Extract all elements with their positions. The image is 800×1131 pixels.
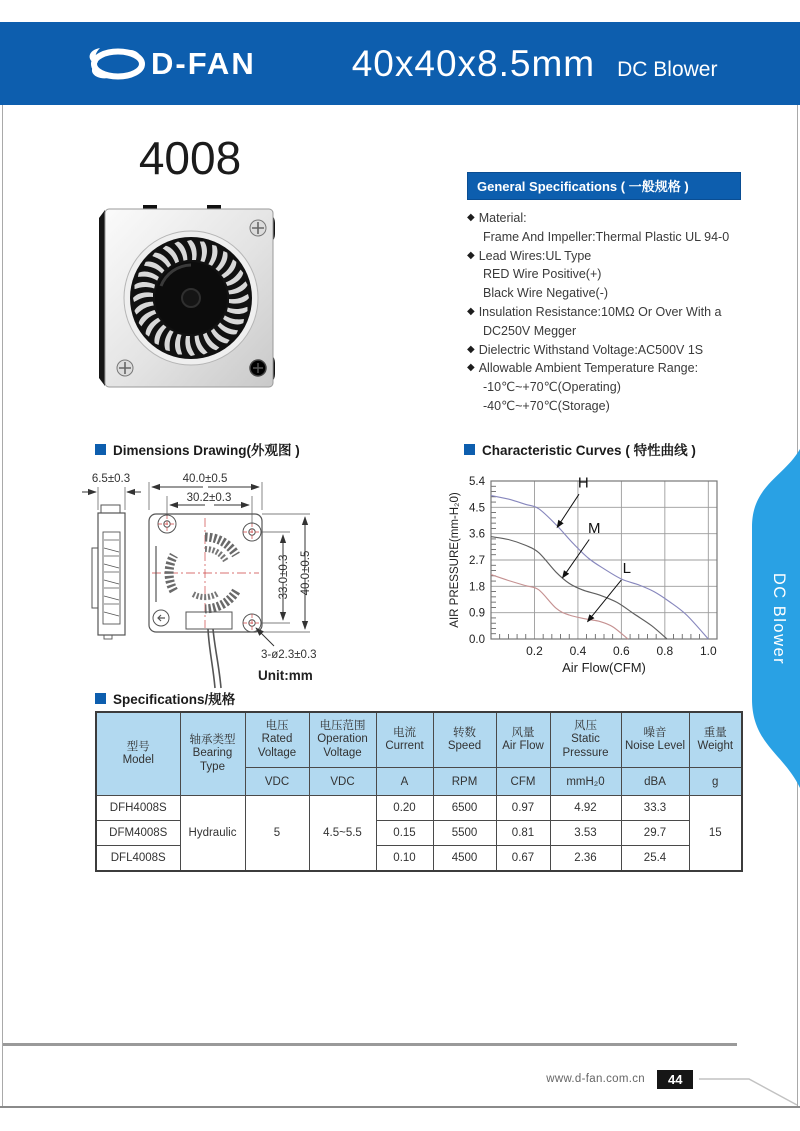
square-bullet-icon (464, 444, 475, 455)
page-border-left (2, 105, 3, 1107)
cell-pressure: 2.36 (550, 846, 621, 872)
model-title: 4008 (138, 132, 242, 184)
dimension-drawing (62, 460, 458, 694)
product-type-label: DC Blower (617, 57, 718, 81)
cell-noise: 33.3 (621, 796, 689, 821)
unit-pressure: mmH₂0 (550, 768, 621, 796)
svg-text:H: H (577, 474, 589, 492)
characteristic-curves-chart (447, 461, 749, 681)
svg-text:1.8: 1.8 (469, 581, 485, 594)
spec-line (467, 284, 741, 303)
general-specifications-section (467, 172, 741, 416)
unit-weight: g (689, 768, 742, 796)
general-specifications-title-bar: General Specifications ( 一般规格 ) (467, 172, 741, 200)
cell-pressure: 3.53 (550, 821, 621, 846)
dim-hole-pitch-h: 30.2±0.3 (186, 492, 232, 504)
cell-current: 0.20 (376, 796, 433, 821)
svg-text:L: L (622, 559, 631, 577)
brand-name: D-FAN (151, 45, 256, 81)
cell-speed: 6500 (433, 796, 496, 821)
unit-current: A (376, 768, 433, 796)
website-text: www.d-fan.com.cn (546, 1073, 645, 1085)
col-header-operation-voltage: 电压范围 Operation Voltage (309, 712, 376, 768)
dim-width: 40.0±0.5 (182, 473, 228, 485)
curves-section-header (464, 439, 696, 459)
spec-line (467, 247, 741, 266)
cell-model: DFH4008S (96, 796, 180, 821)
unit-speed: RPM (433, 768, 496, 796)
diamond-bullet-icon: ◆ (467, 212, 475, 223)
svg-text:0.6: 0.6 (613, 644, 630, 658)
col-header-bearing: 轴承类型 Bearing Type (180, 712, 245, 796)
svg-text:Air Flow(CFM): Air Flow(CFM) (562, 660, 646, 675)
cell-rated-voltage: 5 (245, 796, 309, 872)
diamond-bullet-icon: ◆ (467, 305, 475, 317)
header-bar (0, 22, 800, 105)
dim-thickness: 6.5±0.3 (91, 473, 131, 485)
spec-line-text: Frame And Impeller:Thermal Plastic UL 94-0 (483, 229, 730, 244)
cell-speed: 5500 (433, 821, 496, 846)
connector-line (699, 1071, 799, 1111)
spec-line-text: Black Wire Negative(-) (483, 286, 609, 301)
square-bullet-icon (95, 444, 106, 455)
product-photo (95, 200, 285, 396)
dc-blower-side-tab (744, 449, 800, 788)
cell-noise: 25.4 (621, 846, 689, 872)
unit-rated-voltage: VDC (245, 768, 309, 796)
svg-text:5.4: 5.4 (469, 476, 485, 488)
curves-title: Characteristic Curves ( 特性曲线 ) (482, 443, 696, 458)
cell-model: DFM4008S (96, 821, 180, 846)
cell-weight: 15 (689, 796, 742, 872)
square-bullet-icon (95, 693, 106, 704)
spec-table (95, 711, 743, 872)
svg-text:4.5: 4.5 (469, 502, 485, 515)
cell-current: 0.10 (376, 846, 433, 872)
page-border-bottom (0, 1106, 800, 1108)
dim-unit: Unit:mm (258, 668, 313, 683)
cell-airflow: 0.81 (496, 821, 550, 846)
svg-text:M: M (587, 520, 601, 538)
fan-swirl-icon (84, 42, 146, 86)
col-header-airflow: 风量 Air Flow (496, 712, 550, 768)
col-header-weight: 重量 Weight (689, 712, 742, 768)
svg-text:AIR PRESSURE(mm-H₂0): AIR PRESSURE(mm-H₂0) (449, 492, 461, 628)
diamond-bullet-icon: ◆ (467, 249, 475, 261)
cell-operation-voltage: 4.5~5.5 (309, 796, 376, 872)
cell-current: 0.15 (376, 821, 433, 846)
unit-noise: dBA (621, 768, 689, 796)
spec-line-text: -10℃~+70℃(Operating) (483, 380, 621, 395)
spec-line (467, 359, 741, 378)
col-header-model: 型号 Model (96, 712, 180, 796)
svg-text:0.0: 0.0 (469, 634, 485, 646)
col-header-current: 电流 Current (376, 712, 433, 768)
spec-line-text: Material: (478, 211, 527, 225)
diamond-bullet-icon: ◆ (467, 362, 475, 374)
spec-title: Specifications/规格 (113, 692, 236, 707)
table-row (96, 796, 742, 821)
spec-line-text: Lead Wires:UL Type (478, 248, 592, 263)
cell-noise: 29.7 (621, 821, 689, 846)
cell-pressure: 4.92 (550, 796, 621, 821)
cell-speed: 4500 (433, 846, 496, 872)
spec-line (467, 209, 741, 228)
col-header-pressure: 风压 Static Pressure (550, 712, 621, 768)
dimensions-section-header (95, 439, 300, 459)
svg-text:1.0: 1.0 (699, 644, 717, 658)
cell-airflow: 0.97 (496, 796, 550, 821)
spec-line-text: DC250V Megger (483, 323, 577, 338)
dim-hole-pitch-v: 33.0±0.3 (278, 554, 290, 600)
spec-line (467, 303, 741, 322)
spec-section-header (95, 688, 235, 708)
spec-line-text: Insulation Resistance:10MΩ Or Over With a (478, 304, 722, 319)
dimensions-title: Dimensions Drawing(外观图 ) (113, 443, 300, 458)
svg-text:2.7: 2.7 (469, 555, 485, 567)
brand-logo (84, 42, 256, 86)
spec-line (467, 265, 741, 284)
header-titles (352, 43, 718, 85)
col-header-rated-voltage: 电压 Rated Voltage (245, 712, 309, 768)
svg-text:0.2: 0.2 (526, 644, 543, 658)
spec-line (467, 322, 741, 341)
svg-text:0.4: 0.4 (569, 644, 587, 658)
svg-text:0.8: 0.8 (656, 644, 674, 658)
cell-airflow: 0.67 (496, 846, 550, 872)
spec-line (467, 228, 741, 247)
cell-bearing: Hydraulic (180, 796, 245, 872)
cell-model: DFL4008S (96, 846, 180, 872)
spec-line-text: RED Wire Positive(+) (483, 267, 602, 282)
svg-text:3.6: 3.6 (469, 528, 485, 541)
dim-height: 40.0±0.5 (300, 550, 312, 596)
side-tab-label: DC Blower (770, 572, 788, 666)
unit-operation-voltage: VDC (309, 768, 376, 796)
col-header-noise: 噪音 Noise Level (621, 712, 689, 768)
unit-airflow: CFM (496, 768, 550, 796)
col-header-speed: 转数 Speed (433, 712, 496, 768)
spec-line-text: -40℃~+70℃(Storage) (483, 398, 610, 413)
footer-rule (3, 1043, 737, 1046)
spec-line (467, 397, 741, 416)
spec-line-text: Dielectric Withstand Voltage:AC500V 1S (478, 342, 704, 357)
svg-text:0.9: 0.9 (469, 607, 485, 620)
product-size-title: 40x40x8.5mm (351, 42, 596, 84)
dim-holes: 3-ø2.3±0.3 (261, 649, 317, 661)
spec-line-text: Allowable Ambient Temperature Range: (478, 361, 699, 376)
diamond-bullet-icon: ◆ (467, 343, 475, 355)
spec-line (467, 378, 741, 397)
general-specifications-list (467, 209, 741, 416)
page-number-badge: 44 (657, 1070, 693, 1089)
spec-line (467, 341, 741, 360)
